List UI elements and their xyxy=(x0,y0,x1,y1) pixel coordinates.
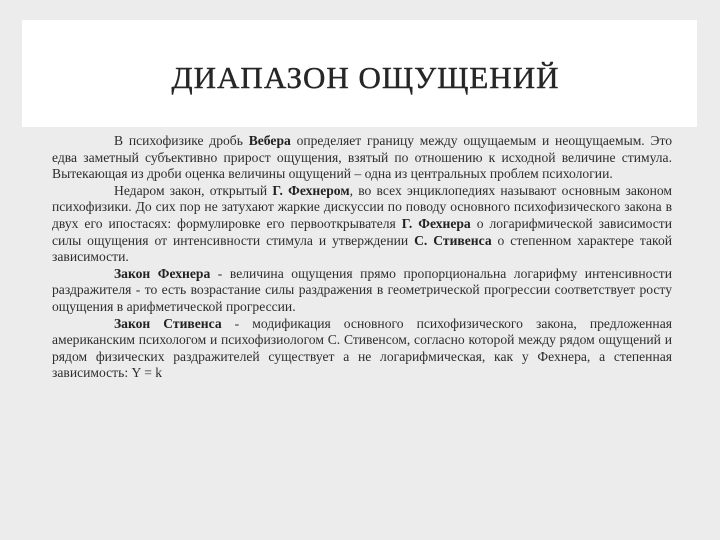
slide-body xyxy=(52,133,672,382)
text-segment: - величина ощущения прямо пропорциональна логарифму интенсивности раздражителя - то есть возрастание силы раздражения в геометрической прогрессии соответствует росту ощущения в арифметической прогрессии. xyxy=(52,265,672,314)
text-segment: о логарифмической зависимости силы ощущения от интенсивности стимула и утверждении xyxy=(52,215,673,248)
paragraph-weber-fraction xyxy=(52,133,672,183)
paragraph-fechner-discussion xyxy=(52,183,672,266)
paragraph-fechner-law xyxy=(52,266,672,316)
term-stevens-law: Закон Стивенса xyxy=(114,315,222,331)
title-band xyxy=(22,20,697,127)
text-segment: , во всех энциклопедиях называют основным законом психофизики. До сих пор не затухают жаркие дискуссии по поводу основного психофизического закона в двух его ипостасях: формулировке его первооткрывателя xyxy=(52,182,672,231)
text-segment: - модификация основного психофизического закона, предложенная американским психологом и психофизиологом С. Стивенсом, согласно которой между рядом ощущений и рядом физических раздражителей существует а не логарифмическая, как у Фехнера, а степенная зависимость: Y = k xyxy=(52,315,672,381)
term-weber: Вебера xyxy=(248,133,291,148)
text-segment: определяет границу между ощущаемым и неощущаемым. Это едва заметный субъективно прирост ощущения, взятый по отношению к исходной величине стимула. Вытекающая из дроби оценка величины ощущений – одна из центральных проблем психологии. xyxy=(52,133,672,182)
term-fechner: Г. Фехнера xyxy=(401,215,471,231)
text-segment: о степенном характере такой зависимости. xyxy=(52,232,673,265)
term-stevens: С. Стивенса xyxy=(414,232,492,248)
paragraph-stevens-law xyxy=(52,316,672,382)
text-segment: В психофизике дробь xyxy=(114,133,249,148)
term-fechner-law: Закон Фехнера xyxy=(114,265,211,281)
slide-title: ДИАПАЗОН ОЩУЩЕНИЙ xyxy=(171,59,560,95)
term-fechner: Г. Фехнером xyxy=(272,182,350,198)
text-segment: Недаром закон, открытый xyxy=(114,182,273,198)
